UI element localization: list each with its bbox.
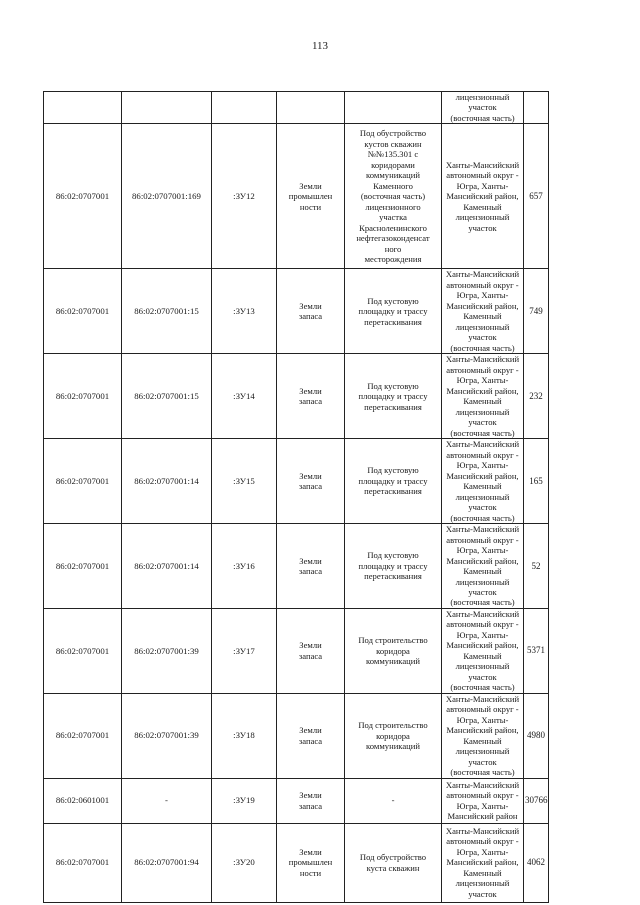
cell-land-category: Земли промышлен ности xyxy=(277,124,345,269)
cell-purpose xyxy=(345,92,442,124)
cell-cadastral-number: 86:02:0707001:14 xyxy=(122,439,212,524)
cell-designation: :ЗУ13 xyxy=(212,269,277,354)
cell-location: лицензионный участок (восточная часть) xyxy=(442,92,524,124)
cell-land-category: Земли запаса xyxy=(277,354,345,439)
cell-area: 232 xyxy=(524,354,549,439)
cell-cadastral-number: 86:02:0707001:169 xyxy=(122,124,212,269)
cell-land-category: Земли запаса xyxy=(277,439,345,524)
table-row-continued xyxy=(44,92,549,124)
cell-land-category: Земли запаса xyxy=(277,608,345,693)
cell-land-category: Земли запаса xyxy=(277,269,345,354)
cell-cadastral-number: 86:02:0707001:39 xyxy=(122,693,212,778)
cell-designation xyxy=(212,92,277,124)
cell-designation: :ЗУ19 xyxy=(212,778,277,823)
cell-area: 165 xyxy=(524,439,549,524)
cell-designation: :ЗУ18 xyxy=(212,693,277,778)
cell-cadastral-number: 86:02:0707001:14 xyxy=(122,524,212,609)
cell-quarter: 86:02:0707001 xyxy=(44,524,122,609)
cell-location: Ханты-Мансийский автономный округ - Югра, Ханты- Мансийский район, Каменный лицензионный участок (восточная часть) xyxy=(442,354,524,439)
cell-land-category: Земли запаса xyxy=(277,524,345,609)
cell-quarter: 86:02:0707001 xyxy=(44,693,122,778)
cell-designation: :ЗУ15 xyxy=(212,439,277,524)
table-row xyxy=(44,608,549,693)
table-row xyxy=(44,124,549,269)
cell-cadastral-number: - xyxy=(122,778,212,823)
cell-designation: :ЗУ16 xyxy=(212,524,277,609)
cell-cadastral-number: 86:02:0707001:39 xyxy=(122,608,212,693)
cell-purpose: - xyxy=(345,778,442,823)
cell-quarter: 86:02:0601001 xyxy=(44,778,122,823)
cell-cadastral-number: 86:02:0707001:15 xyxy=(122,354,212,439)
cell-quarter: 86:02:0707001 xyxy=(44,439,122,524)
cell-area: 4062 xyxy=(524,823,549,902)
cell-land-category xyxy=(277,92,345,124)
cell-quarter xyxy=(44,92,122,124)
cell-land-category: Земли запаса xyxy=(277,693,345,778)
cell-area: 4980 xyxy=(524,693,549,778)
cell-cadastral-number xyxy=(122,92,212,124)
cell-designation: :ЗУ14 xyxy=(212,354,277,439)
cell-location: Ханты-Мансийский автономный округ - Югра, Ханты- Мансийский район xyxy=(442,778,524,823)
cell-location: Ханты-Мансийский автономный округ - Югра, Ханты- Мансийский район, Каменный лицензионный участок (восточная часть) xyxy=(442,524,524,609)
cell-purpose: Под кустовую площадку и трассу перетаскивания xyxy=(345,439,442,524)
cell-purpose: Под строительство коридора коммуникаций xyxy=(345,608,442,693)
cell-area: 657 xyxy=(524,124,549,269)
land-plots-table xyxy=(43,91,549,903)
cell-location: Ханты-Мансийский автономный округ - Югра, Ханты- Мансийский район, Каменный лицензионный участок (восточная часть) xyxy=(442,269,524,354)
cell-location: Ханты-Мансийский автономный округ - Югра, Ханты- Мансийский район, Каменный лицензионный участок xyxy=(442,823,524,902)
cell-location: Ханты-Мансийский автономный округ - Югра, Ханты- Мансийский район, Каменный лицензионный участок xyxy=(442,124,524,269)
cell-quarter: 86:02:0707001 xyxy=(44,269,122,354)
cell-designation: :ЗУ20 xyxy=(212,823,277,902)
cell-land-category: Земли запаса xyxy=(277,778,345,823)
cell-purpose: Под строительство коридора коммуникаций xyxy=(345,693,442,778)
table-row xyxy=(44,269,549,354)
cell-location: Ханты-Мансийский автономный округ - Югра, Ханты- Мансийский район, Каменный лицензионный участок (восточная часть) xyxy=(442,693,524,778)
cell-area: 749 xyxy=(524,269,549,354)
cell-quarter: 86:02:0707001 xyxy=(44,354,122,439)
cell-designation: :ЗУ12 xyxy=(212,124,277,269)
table-row xyxy=(44,823,549,902)
page-number: 113 xyxy=(311,40,329,52)
cell-designation: :ЗУ17 xyxy=(212,608,277,693)
cell-cadastral-number: 86:02:0707001:15 xyxy=(122,269,212,354)
cell-quarter: 86:02:0707001 xyxy=(44,124,122,269)
cell-purpose: Под кустовую площадку и трассу перетаскивания xyxy=(345,269,442,354)
cell-land-category: Земли промышлен ности xyxy=(277,823,345,902)
cell-area: 5371 xyxy=(524,608,549,693)
cell-quarter: 86:02:0707001 xyxy=(44,823,122,902)
cell-purpose: Под кустовую площадку и трассу перетаскивания xyxy=(345,524,442,609)
cell-purpose: Под кустовую площадку и трассу перетаскивания xyxy=(345,354,442,439)
table-row xyxy=(44,693,549,778)
cell-location: Ханты-Мансийский автономный округ - Югра, Ханты- Мансийский район, Каменный лицензионный участок (восточная часть) xyxy=(442,608,524,693)
cell-location: Ханты-Мансийский автономный округ - Югра, Ханты- Мансийский район, Каменный лицензионный участок (восточная часть) xyxy=(442,439,524,524)
cell-area: 52 xyxy=(524,524,549,609)
cell-purpose: Под обустройство куста скважин xyxy=(345,823,442,902)
cell-quarter: 86:02:0707001 xyxy=(44,608,122,693)
cell-area: 30766 xyxy=(524,778,549,823)
table-row xyxy=(44,354,549,439)
cell-area xyxy=(524,92,549,124)
table-row xyxy=(44,439,549,524)
table-row xyxy=(44,778,549,823)
cell-cadastral-number: 86:02:0707001:94 xyxy=(122,823,212,902)
cell-purpose: Под обустройство кустов скважин №№135.301 с коридорами коммуникаций Каменного (восточная часть) лицензионного участка Красноленинского нефтегазоконденсат ного месторождения xyxy=(345,124,442,269)
table-row xyxy=(44,524,549,609)
